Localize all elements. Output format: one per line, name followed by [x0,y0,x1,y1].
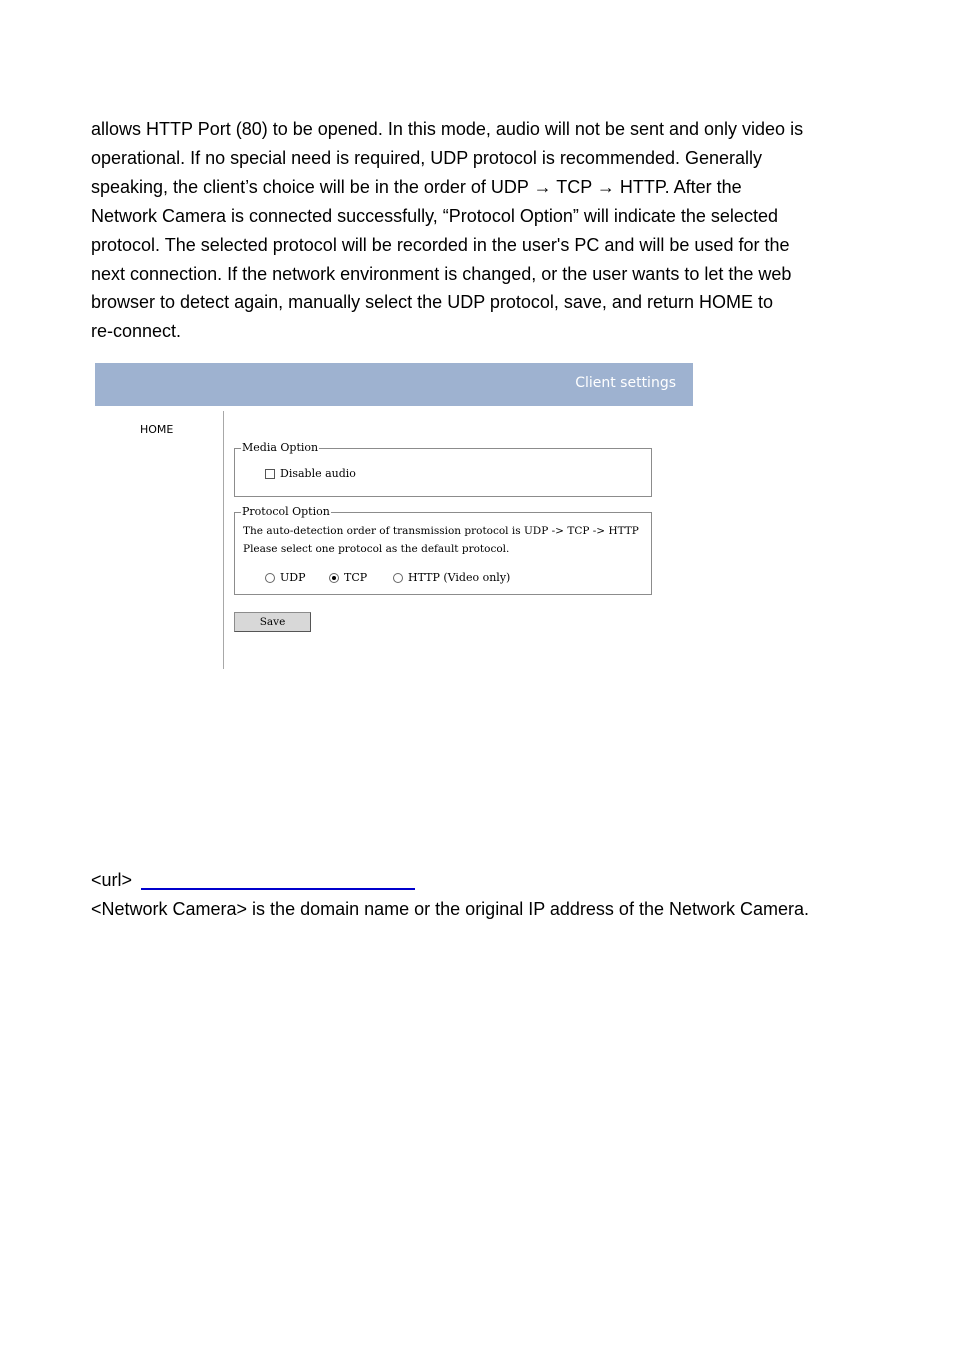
settings-title: Client settings [575,375,676,391]
media-option-group [234,441,652,497]
http-radio[interactable] [393,573,403,583]
paragraph-line: next connection. If the network environment is changed, or the user wants to let the web [91,263,792,284]
protocol-option-group [234,505,652,595]
tcp-label: TCP [344,571,368,584]
paragraph-line: allows HTTP Port (80) to be opened. In this mode, audio will not be sent and only video is [91,119,804,139]
disable-audio-label: Disable audio [280,467,356,480]
disable-audio-row[interactable] [265,467,356,480]
url-label: <url> [91,870,133,890]
protocol-note-line1: The auto-detection order of transmission protocol is UDP -> TCP -> HTTP [243,525,639,537]
client-settings-screenshot [95,363,693,669]
protocol-option-legend: Protocol Option [242,505,330,518]
paragraph-line: Network Camera is connected successfully, “Protocol Option” will indicate the selected [91,205,778,226]
protocol-udp-option[interactable] [265,571,306,584]
protocol-tcp-option[interactable] [329,571,367,584]
home-link[interactable]: HOME [140,423,174,436]
protocol-note-line2: Please select one protocol as the default protocol. [243,543,510,555]
udp-label: UDP [280,571,306,584]
paragraph-line: speaking, the client’s choice will be in the order of UDP → TCP → HTTP. After the [91,176,742,197]
tcp-radio[interactable] [329,573,339,583]
save-button[interactable]: Save [234,612,311,632]
settings-header-bar [95,363,693,406]
media-option-legend: Media Option [242,441,319,454]
paragraph-line: protocol. The selected protocol will be recorded in the user's PC and will be used for the [91,234,790,255]
udp-radio[interactable] [265,573,275,583]
network-camera-description: <Network Camera> is the domain name or the original IP address of the Network Camera. [91,899,810,919]
paragraph-line: re-connect. [91,321,182,342]
url-blank-underline [141,888,415,890]
body-paragraph [91,115,881,346]
paragraph-line: browser to detect again, manually select the UDP protocol, save, and return HOME to [91,292,774,313]
http-label: HTTP (Video only) [408,571,511,584]
disable-audio-checkbox[interactable] [265,469,275,479]
paragraph-line: operational. If no special need is required, UDP protocol is recommended. Generally [91,147,763,168]
protocol-http-option[interactable] [393,571,510,584]
sidebar-divider [223,411,224,669]
